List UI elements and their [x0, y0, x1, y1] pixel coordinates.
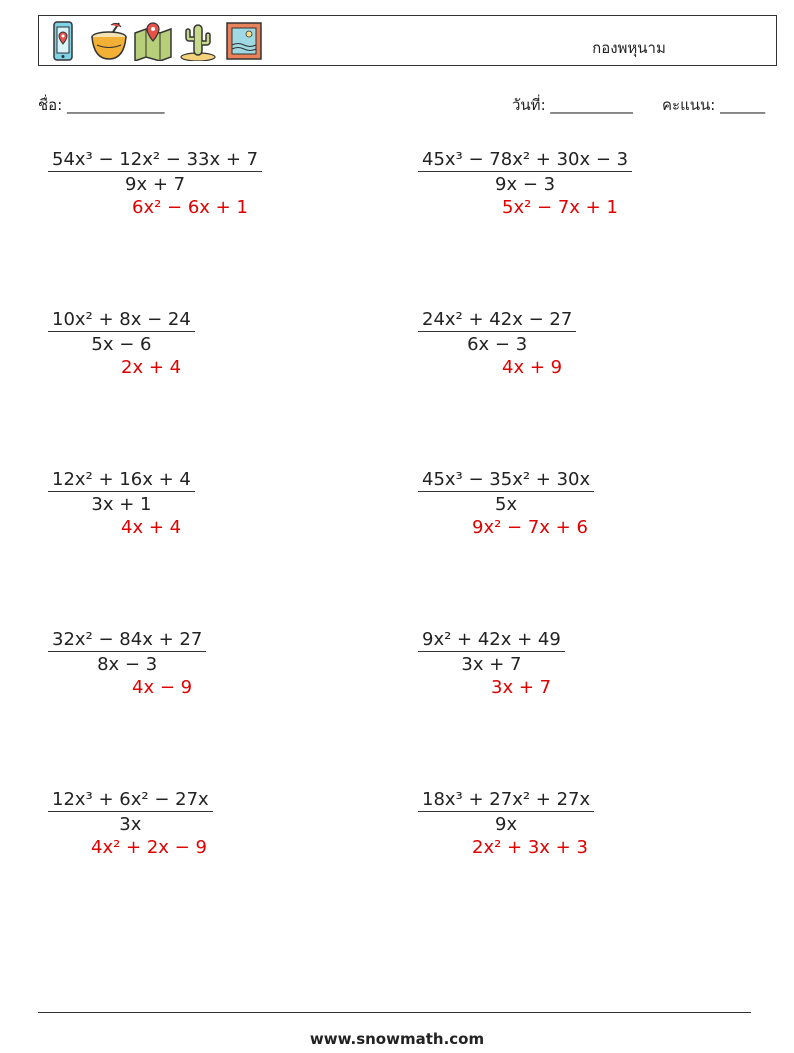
date-field: วันที่: ___________ — [512, 96, 633, 114]
problem-10 — [418, 789, 594, 859]
problem-denominator: 3x + 7 — [461, 654, 522, 675]
problem-1 — [48, 149, 262, 219]
cactus-icon — [179, 21, 217, 61]
problem-answer: 4x + 4 — [121, 517, 182, 538]
problem-answer: 9x² − 7x + 6 — [472, 517, 588, 538]
problem-3 — [48, 309, 195, 379]
problem-4 — [418, 309, 576, 379]
problem-denominator: 3x + 1 — [91, 494, 152, 515]
problem-denominator: 8x − 3 — [97, 654, 158, 675]
problem-numerator: 54x³ − 12x² − 33x + 7 — [48, 149, 262, 172]
phone-location-icon — [49, 21, 77, 61]
problem-denominator: 9x − 3 — [495, 174, 556, 195]
footer-url: www.snowmath.com — [309, 1030, 485, 1048]
problem-9 — [48, 789, 213, 859]
problem-8 — [418, 629, 565, 699]
problem-numerator: 12x³ + 6x² − 27x — [48, 789, 213, 812]
picture-frame-icon — [225, 21, 263, 61]
worksheet-title: กองพหุนาม — [592, 39, 666, 57]
problem-2 — [418, 149, 632, 219]
problem-numerator: 45x³ − 78x² + 30x − 3 — [418, 149, 632, 172]
problem-5 — [48, 469, 195, 539]
problem-numerator: 10x² + 8x − 24 — [48, 309, 195, 332]
problem-answer: 2x² + 3x + 3 — [472, 837, 588, 858]
coconut-drink-icon — [89, 21, 129, 61]
problem-numerator: 45x³ − 35x² + 30x — [418, 469, 594, 492]
problem-numerator: 32x² − 84x + 27 — [48, 629, 206, 652]
problem-denominator: 9x — [495, 814, 518, 835]
worksheet-header — [38, 15, 777, 66]
problem-denominator: 3x — [119, 814, 142, 835]
problem-denominator: 9x + 7 — [125, 174, 186, 195]
problem-answer: 3x + 7 — [491, 677, 552, 698]
problem-answer: 4x − 9 — [132, 677, 193, 698]
problem-answer: 2x + 4 — [121, 357, 182, 378]
problem-7 — [48, 629, 206, 699]
problem-denominator: 6x − 3 — [467, 334, 528, 355]
problem-numerator: 18x³ + 27x² + 27x — [418, 789, 594, 812]
problem-numerator: 12x² + 16x + 4 — [48, 469, 195, 492]
map-icon — [133, 21, 173, 61]
problem-numerator: 24x² + 42x − 27 — [418, 309, 576, 332]
problem-numerator: 9x² + 42x + 49 — [418, 629, 565, 652]
problem-answer: 4x² + 2x − 9 — [91, 837, 207, 858]
score-field: คะแนน: ______ — [662, 96, 766, 114]
name-field: ชื่อ: _____________ — [38, 96, 165, 114]
problem-denominator: 5x − 6 — [91, 334, 152, 355]
problem-answer: 6x² − 6x + 1 — [132, 197, 248, 218]
problem-6 — [418, 469, 594, 539]
problem-answer: 4x + 9 — [502, 357, 563, 378]
problem-answer: 5x² − 7x + 1 — [502, 197, 618, 218]
footer-divider — [38, 1012, 751, 1013]
problem-denominator: 5x — [495, 494, 518, 515]
